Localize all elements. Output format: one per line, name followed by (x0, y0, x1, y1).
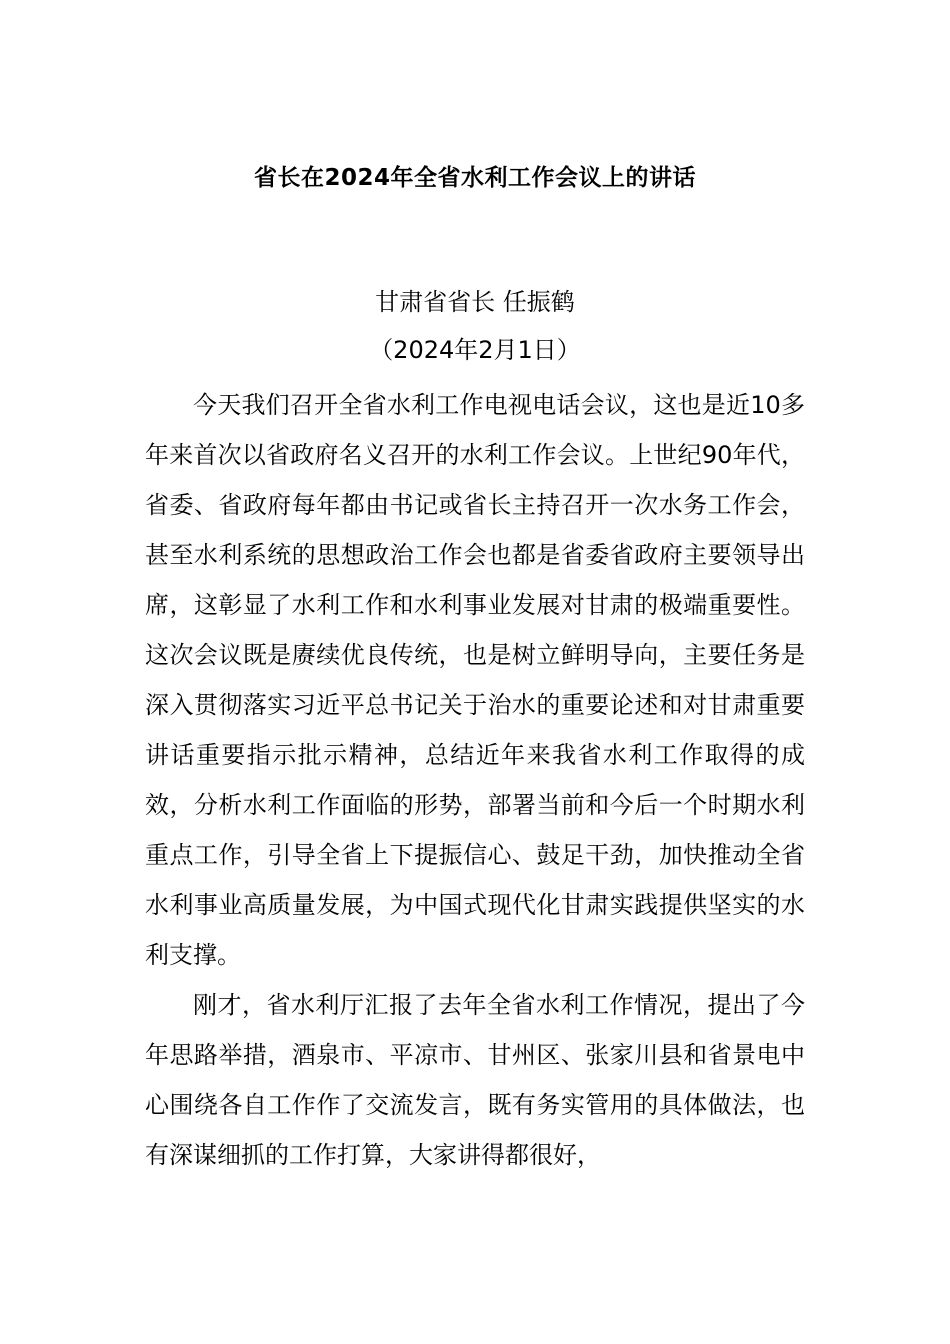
author-line: 甘肃省省长 任振鹤 (375, 288, 575, 316)
paragraph: 今天我们召开全省水利工作电视电话会议，这也是近10多年来首次以省政府名义召开的水利工作会议。上世纪90年代，省委、省政府每年都由书记或省长主持召开一次水务工作会，甚至水利系统的思想政治工作会也都是省委省政府主要领导出席，这彰显了水利工作和水利事业发展对甘肃的极端重要性。这次会议既是赓续优良传统，也是树立鲜明导向，主要任务是深入贯彻落实习近平总书记关于治水的重要论述和对甘肃重要讲话重要指示批示精神，总结近年来我省水利工作取得的成效，分析水利工作面临的形势，部署当前和今后一个时期水利重点工作，引导全省上下提振信心、鼓足干劲，加快推动全省水利事业高质量发展，为中国式现代化甘肃实践提供坚实的水利支撑。 (145, 391, 805, 969)
date-line: （2024年2月1日） (369, 336, 581, 364)
document-title: 省长在2024年全省水利工作会议上的讲话 (253, 165, 696, 191)
paragraph: 刚才，省水利厅汇报了去年全省水利工作情况，提出了今年思路举措，酒泉市、平凉市、甘州区、张家川县和省景电中心围绕各自工作作了交流发言，既有务实管用的具体做法，也有深谋细抓的工作打算，大家讲得都很好， (145, 991, 805, 1169)
body-text (145, 380, 805, 1180)
